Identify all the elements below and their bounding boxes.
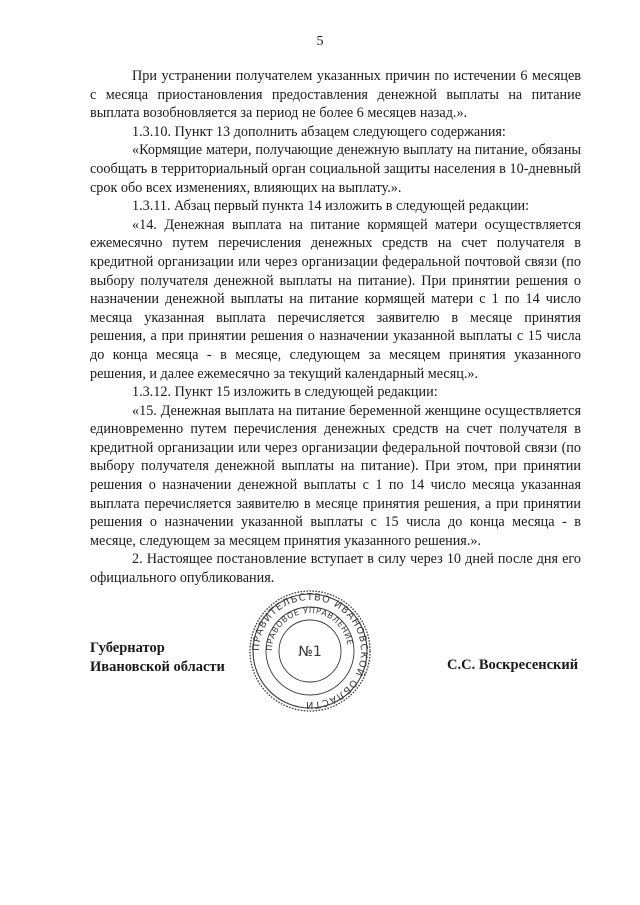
- document-body: [90, 67, 581, 588]
- official-seal: [248, 589, 372, 713]
- paragraph-2: 1.3.10. Пункт 13 дополнить абзацем следующего содержания:: [132, 123, 506, 140]
- signatory-name: С.С. Воскресенский: [447, 657, 579, 673]
- seal-number: №1: [298, 644, 322, 660]
- paragraph-6: 1.3.12. Пункт 15 изложить в следующей редакции:: [132, 384, 438, 401]
- paragraph-5: «14. Денежная выплата на питание кормящей матери осуществляется ежемесячно путем перечисления денежных средств на счет получателя в кредитной организации или через организации федеральной почтовой связи (по выбору получателя денежной выплаты на питание). При принятии решения о назначении денежной выплаты на питание кормящей матери с 1 по 14 число месяца указанная выплата перечисляется заявителю в месяце принятия решения, а при принятии решения о назначении указанной выплаты с 15 числа до конца месяца - в месяце, следующем за месяцем принятия указанного решения, и далее ежемесячно за текущий календарный месяц.».: [90, 216, 581, 382]
- signatory-title-line1: Губернатор: [90, 640, 165, 656]
- paragraph-1: При устранении получателем указанных причин по истечении 6 месяцев с месяца приостановления предоставления денежной выплаты на питание выплата возобновляется за период не более 6 месяцев назад.».: [90, 68, 581, 122]
- paragraph-8: 2. Настоящее постановление вступает в силу через 10 дней после дня его официального опубликования.: [90, 551, 581, 587]
- signatory-title: [90, 639, 225, 677]
- paragraph-7: «15. Денежная выплата на питание беременной женщине осуществляется единовременно путем перечисления денежных средств на счет получателя в кредитной организации или через организации федеральной почтовой связи (по выбору получателя денежной выплаты на питание). При этом, при принятии решения о назначении денежной выплаты с 1 по 14 число месяца указанная выплата перечисляется заявителю в месяце принятия решения, а при принятии решения о назначении указанной выплаты с 15 числа до конца месяца - в месяце, следующем за месяцем принятия указанного решения.».: [90, 402, 581, 549]
- paragraph-4: 1.3.11. Абзац первый пункта 14 изложить в следующей редакции:: [132, 198, 530, 215]
- paragraph-3: «Кормящие матери, получающие денежную выплату на питание, обязаны сообщать в территориальный орган социальной защиты населения в 10-дневный срок обо всех изменениях, влияющих на выплату.».: [90, 142, 581, 196]
- seal-outer-text: ПРАВИТЕЛЬСТВО ИВАНОВСКОЙ ОБЛАСТИ: [250, 591, 370, 711]
- signatory-title-line2: Ивановской области: [90, 659, 225, 675]
- seal-inner-text: ПРАВОВОЕ УПРАВЛЕНИЕ: [264, 605, 355, 652]
- page-number: 5: [316, 34, 324, 49]
